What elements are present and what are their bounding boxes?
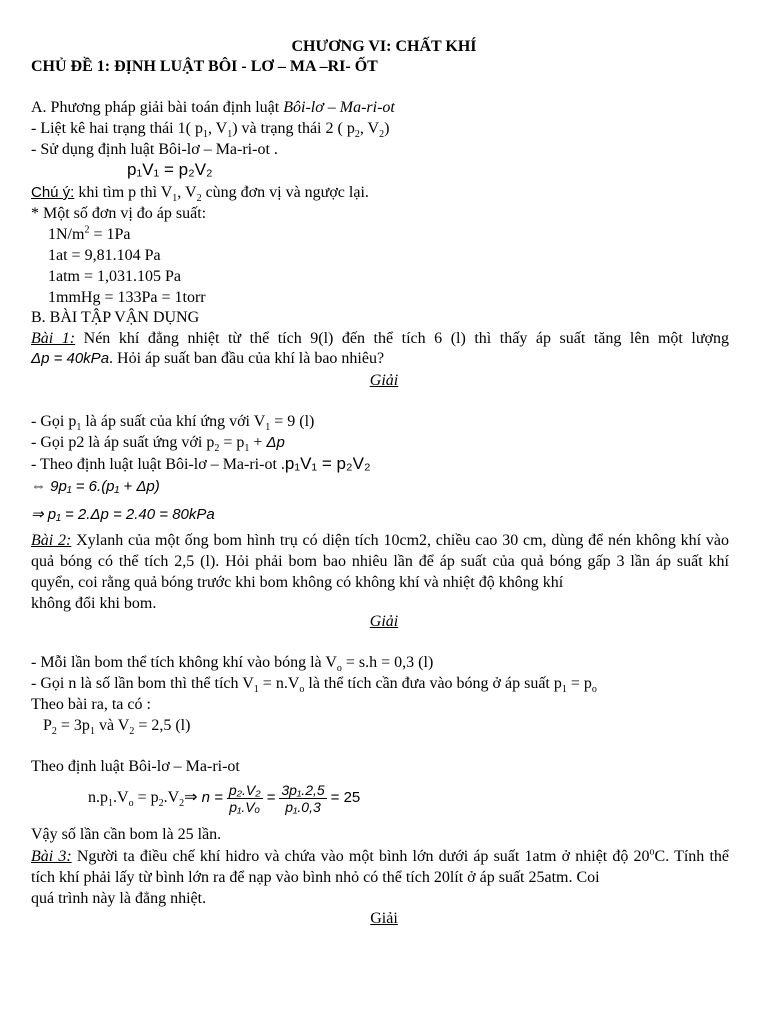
- bai1-step-2: - Gọi p2 là áp suất ứng với $p_2 = p_1 + \Delta p$: [31, 434, 285, 455]
- bai1-equation-2: ⇒ p₁ = 2.Δp = 2.40 = 80kPa: [31, 506, 215, 523]
- formula-boyle: p₁V₁ = p₂V₂: [127, 160, 213, 179]
- bai1-step-1: - Gọi $p_1$ là áp suất của khí ứng với $V_1 = 9$ (l): [31, 413, 315, 434]
- bai2-solution-label: Giải: [369, 613, 399, 630]
- bai1-solution-label: Giải: [369, 372, 399, 389]
- bai1-equation-1: ⇔ 9p₁ = 6.(p₁ + Δp): [31, 478, 160, 495]
- bai3-solution-label: Giải: [370, 910, 398, 927]
- bai1-problem-line2: Δp = 40kPa. Hỏi áp suất ban đầu của khí là bao nhiêu?: [31, 350, 385, 367]
- bai1-step-3: - Theo định luật luật Bôi-lơ – Ma-ri-ot .p₁V₁ = p₂V₂: [31, 454, 371, 473]
- bai1-problem-line1: Bài 1: Nén khí đẳng nhiệt từ thể tích 9(l) đến thể tích 6 (l) thì thấy áp suất tăng lên một lượng: [31, 330, 729, 347]
- step-2: - Sử dụng định luật Bôi-lơ – Ma-ri-ot .: [31, 141, 278, 158]
- section-a-heading: A. Phương pháp giải bài toán định luật Bôi-lơ – Ma-ri-ot: [31, 99, 395, 116]
- fraction-1: $\frac{\text{p₂.V₂}}{\text{p₁.Vₒ}}$: [228, 781, 261, 815]
- bai2-step-5: Theo định luật Bôi-lơ – Ma-ri-ot: [31, 758, 240, 775]
- unit-line-3: 1atm = 1,031.105 Pa: [48, 268, 182, 285]
- unit-line-4: 1mmHg = 133Pa = 1torr: [48, 289, 206, 306]
- bai2-step-1: - Mỗi lần bom thể tích không khí vào bóng là $V_o = s.h = 0,3$ (l): [31, 654, 434, 675]
- bai3-problem: Bài 3: Người ta điều chế khí hidro và chứa vào một bình lớn dưới áp suất 1atm ở nhiệt độ 20$^o$C. Tính thể tích khí phải lấy từ bình lớn ra để nạp vào bình nhỏ có thể tích 20lít ở áp suất 25atm. Coi quá trình này là đẳng nhiệt.: [31, 846, 729, 907]
- chapter-title: CHƯƠNG VI: CHẤT KHÍ: [291, 38, 477, 55]
- units-title: * Một số đơn vị đo áp suất:: [31, 205, 207, 222]
- bai2-step-3: Theo bài ra, ta có :: [31, 696, 151, 713]
- bai2-problem: Bài 2: Xylanh của một ống bom hình trụ có diện tích 10cm2, chiều cao 30 cm, dùng để nén không khí vào quả bóng có thể tích 2,5 (l). Hỏi phải bom bao nhiêu lần để áp suất của quả bóng gấp 3 lần áp suất khí quyển, coi rằng quả bóng trước khi bom không có không khí và nhiệt độ không khí không đổi khi bom.: [31, 532, 730, 612]
- unit-line-2: 1at = 9,81.104 Pa: [48, 247, 161, 264]
- fraction-2: $\frac{\text{3p₁.2,5}}{\text{p₁.0,3}}$: [281, 781, 325, 815]
- bai2-step-2: - Gọi n là số lần bom thì thể tích $V_1 = n.V_o$ là thể tích cần đưa vào bóng ở áp suất $p_1 = p_o$: [31, 675, 597, 696]
- bai2-conclusion: Vậy số lần cần bom là 25 lần.: [31, 826, 222, 843]
- step-1: - Liệt kê hai trạng thái 1( $p_1$, $V_1$) và trạng thái 2 ( $p_2$, $V_2$): [31, 120, 390, 141]
- bai2-equation: $n.p_1.V_o$ = $p_2.V_2\Rightarrow$ n = $\frac{\text{p₂.V₂}}{\text{p₁.Vₒ}}$ = $\frac{\text{3p₁.2,5}}{\text{p₁.0,3}}$ = 25: [88, 781, 361, 815]
- section-b-heading: B. BÀI TẬP VẬN DỤNG: [31, 309, 200, 326]
- topic-title: CHỦ ĐỀ 1: ĐỊNH LUẬT BÔI - LƠ – MA –RI- ỐT: [31, 58, 378, 75]
- note: Chú ý: khi tìm p thì $V_1$, $V_2$ cùng đơn vị và ngược lại.: [31, 184, 369, 205]
- unit-line-1: $1N/m^2 = 1Pa$: [48, 224, 131, 243]
- bai2-step-4: $P_2 = 3p_1$ và $V_2 = 2,5$ (l): [43, 717, 191, 738]
